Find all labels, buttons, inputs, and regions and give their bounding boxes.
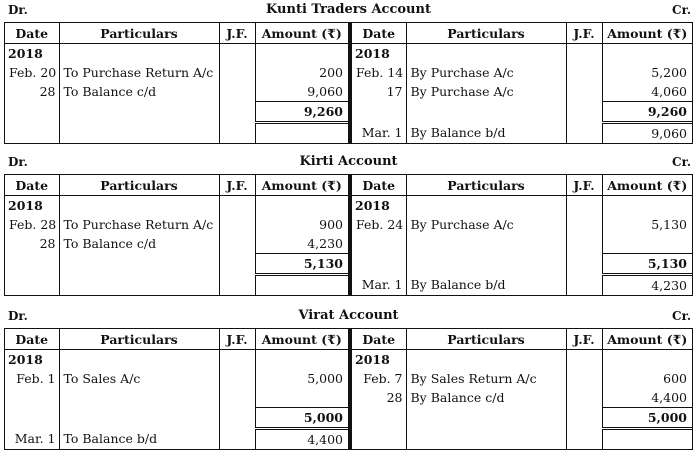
date-header: Date [352,329,406,350]
after-amount: 9,060 [602,123,692,144]
after-date [5,275,59,296]
entry-jf [219,63,255,82]
after-particulars [406,429,566,450]
entry-row [352,234,692,254]
entry-jf [566,234,602,254]
jf-header: J.F. [219,23,255,44]
entry-jf [566,388,602,408]
amount-header: Amount (₹) [255,329,348,350]
entry-jf [219,215,255,234]
account-title: Virat Account [298,308,399,323]
particulars-header: Particulars [59,329,219,350]
jf-header: J.F. [219,329,255,350]
header-row [5,175,348,196]
total-amount: 5,000 [602,408,692,429]
cr-label: Cr. [672,155,691,169]
jf-header: J.F. [566,175,602,196]
after-total-row [5,123,348,144]
year-cell: 2018 [8,46,43,61]
total-row [352,102,692,123]
date-header: Date [5,23,59,44]
account-section [4,308,693,450]
after-amount [255,123,348,144]
amount-header: Amount (₹) [602,329,692,350]
after-date [5,123,59,144]
entry-date: Feb. 20 [9,65,57,80]
amount-header: Amount (₹) [602,175,692,196]
dr-label: Dr. [8,309,28,323]
jf-header: J.F. [566,329,602,350]
amount-header: Amount (₹) [255,23,348,44]
dr-label: Dr. [8,3,28,17]
after-amount [602,429,692,450]
entry-jf [566,369,602,388]
total-amount: 5,130 [602,254,692,275]
after-total-row [352,275,692,296]
cr-label: Cr. [672,3,691,17]
entry-amount: 600 [602,369,692,388]
year-cell: 2018 [8,198,43,213]
year-row [5,196,348,216]
right-side-table [352,175,692,295]
ledger-table [4,328,693,450]
account-header [4,154,693,174]
after-amount: 4,400 [255,429,348,450]
entry-particulars: By Purchase A/c [406,63,566,82]
entry-row [5,388,348,408]
entry-row [352,369,692,388]
entry-amount: 900 [255,215,348,234]
year-row [5,350,348,370]
entry-amount: 5,200 [602,63,692,82]
particulars-header: Particulars [406,23,566,44]
entry-row [5,215,348,234]
particulars-header: Particulars [59,23,219,44]
left-side-table [5,23,348,143]
year-row [352,350,692,370]
year-cell: 2018 [355,198,390,213]
entry-amount: 4,400 [602,388,692,408]
debit-side [4,328,349,450]
header-row [5,23,348,44]
total-amount: 9,260 [602,102,692,123]
credit-side [349,22,693,144]
account-header [4,308,693,328]
entry-particulars: To Purchase Return A/c [59,215,219,234]
entry-particulars: By Sales Return A/c [406,369,566,388]
dr-label: Dr. [8,155,28,169]
header-row [352,23,692,44]
after-particulars: By Balance b/d [406,123,566,144]
entry-particulars: To Balance c/d [59,82,219,102]
after-particulars [59,123,219,144]
entry-jf [566,63,602,82]
after-total-row [5,275,348,296]
entry-amount: 9,060 [255,82,348,102]
credit-side [349,328,693,450]
entry-date: Feb. 24 [356,217,404,232]
entry-jf [566,82,602,102]
left-side-table [5,175,348,295]
year-cell: 2018 [355,352,390,367]
after-particulars: To Balance b/d [59,429,219,450]
entry-date [5,388,59,408]
after-particulars [59,275,219,296]
header-row [352,329,692,350]
entry-particulars: By Purchase A/c [406,82,566,102]
debit-side [4,22,349,144]
after-date [352,429,406,450]
entry-row [5,234,348,254]
ledger-table [4,22,693,144]
total-amount: 5,000 [255,408,348,429]
header-row [352,175,692,196]
entry-particulars: By Balance c/d [406,388,566,408]
left-side-table [5,329,348,449]
year-row [352,196,692,216]
entry-amount: 4,230 [255,234,348,254]
entry-row [352,82,692,102]
after-date: Mar. 1 [361,277,403,293]
entry-date: Feb. 1 [16,371,56,386]
entry-row [5,82,348,102]
jf-header: J.F. [219,175,255,196]
year-row [5,44,348,64]
particulars-header: Particulars [406,329,566,350]
date-header: Date [352,175,406,196]
after-total-row [5,429,348,450]
amount-header: Amount (₹) [255,175,348,196]
account-title: Kunti Traders Account [266,2,431,17]
entry-date: Feb. 7 [363,371,403,386]
entry-row [352,63,692,82]
total-amount: 9,260 [255,102,348,123]
after-total-row [352,429,692,450]
entry-row [352,215,692,234]
after-total-row [352,123,692,144]
right-side-table [352,329,692,449]
cr-label: Cr. [672,309,691,323]
date-header: Date [5,329,59,350]
year-cell: 2018 [8,352,43,367]
date-header: Date [352,23,406,44]
entry-date [352,234,406,254]
account-title: Kirti Account [299,154,398,169]
total-row [5,102,348,123]
entry-amount: 5,130 [602,215,692,234]
total-row [5,408,348,429]
entry-date: 28 [39,84,56,100]
entry-jf [219,369,255,388]
entry-date: 28 [386,390,403,406]
entry-amount: 5,000 [255,369,348,388]
date-header: Date [5,175,59,196]
entry-jf [219,234,255,254]
total-row [352,254,692,275]
entry-jf [566,215,602,234]
year-cell: 2018 [355,46,390,61]
after-amount [255,275,348,296]
after-date: Mar. 1 [14,431,56,447]
entry-jf [219,82,255,102]
entry-date: Feb. 28 [9,217,57,232]
jf-header: J.F. [566,23,602,44]
entry-row [5,369,348,388]
entry-jf [219,388,255,408]
account-header [4,2,693,22]
particulars-header: Particulars [406,175,566,196]
after-amount: 4,230 [602,275,692,296]
header-row [5,329,348,350]
entry-particulars: To Purchase Return A/c [59,63,219,82]
entry-particulars [406,234,566,254]
account-section [4,154,693,296]
entry-particulars: To Balance c/d [59,234,219,254]
after-date: Mar. 1 [361,125,403,141]
right-side-table [352,23,692,143]
entry-date: 28 [39,236,56,252]
entry-amount [602,234,692,254]
entry-particulars [59,388,219,408]
entry-amount [255,388,348,408]
after-particulars: By Balance b/d [406,275,566,296]
entry-date: Feb. 14 [356,65,404,80]
debit-side [4,174,349,296]
entry-particulars: By Purchase A/c [406,215,566,234]
particulars-header: Particulars [59,175,219,196]
total-amount: 5,130 [255,254,348,275]
entry-row [352,388,692,408]
entry-amount: 200 [255,63,348,82]
entry-amount: 4,060 [602,82,692,102]
ledger-table [4,174,693,296]
entry-particulars: To Sales A/c [59,369,219,388]
total-row [352,408,692,429]
entry-date: 17 [386,84,403,100]
credit-side [349,174,693,296]
account-section [4,2,693,144]
amount-header: Amount (₹) [602,23,692,44]
total-row [5,254,348,275]
year-row [352,44,692,64]
entry-row [5,63,348,82]
